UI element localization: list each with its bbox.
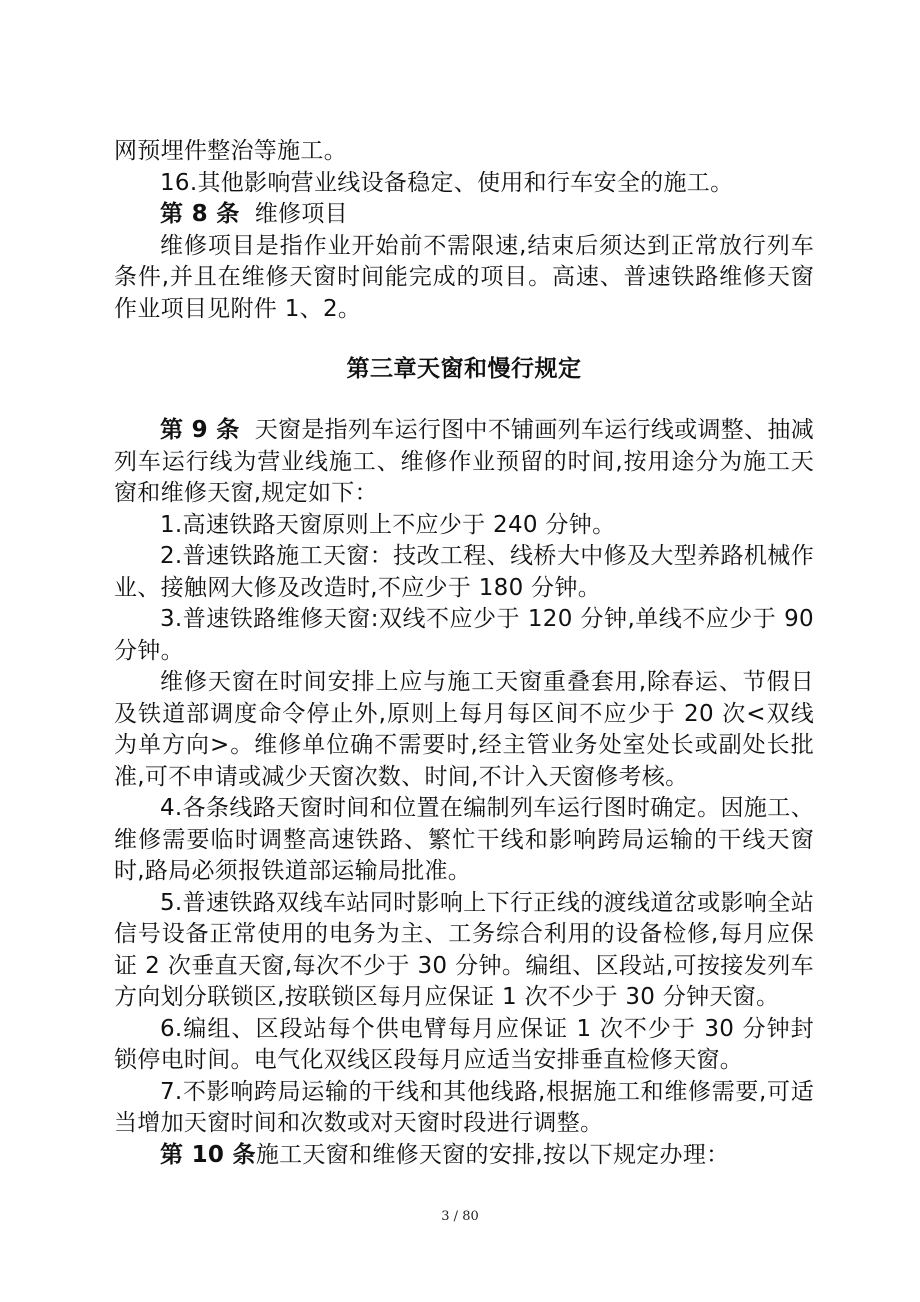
item-1: 1.高速铁路天窗原则上不应少于 240 分钟。 [160, 511, 616, 538]
chapter-title: 第三章天窗和慢行规定 [346, 356, 582, 382]
item-5: 5.普速铁路双线车站同时影响上下行正线的渡线道岔或影响全站信号设备正常使用的电务为主、工务综合利用的设备检修,每月应保证 2 次垂直天窗,每次不少于 30 分钟。编组、区段站,可按接发列车方向划分联锁区,按联锁区每月应保证 1 次不少于 30 分钟天窗。 [114, 889, 814, 1010]
page-separator: / [449, 1209, 463, 1224]
page-total: 80 [462, 1209, 479, 1224]
article-10 [114, 1140, 814, 1172]
paragraph-top-0: 网预埋件整治等施工。 [114, 138, 347, 164]
paragraph-top-1: 16.其他影响营业线设备稳定、使用和行车安全的施工。 [160, 169, 734, 196]
item-3: 3.普速铁路维修天窗:双线不应少于 120 分钟,单线不应少于 90 分钟。 [114, 606, 814, 664]
article-8-heading [114, 199, 814, 231]
document-body [114, 136, 814, 1171]
article-8-title: 维修项目 [239, 201, 348, 227]
page-current: 3 [441, 1209, 450, 1224]
article-9-text: 天窗是指列车运行图中不铺画列车运行线或调整、抽减列车运行线为营业线施工、维修作业预留的时间,按用途分为施工天窗和维修天窗,规定如下： [114, 417, 814, 506]
item-2: 2.普速铁路施工天窗：技改工程、线桥大中修及大型养路机械作业、接触网大修及改造时,不应少于 180 分钟。 [114, 543, 814, 601]
item-7: 7.不影响跨局运输的干线和其他线路,根据施工和维修需要,可适当增加天窗时间和次数或对天窗时段进行调整。 [114, 1078, 814, 1136]
article-9-label: 第 9 条 [160, 417, 240, 443]
item-6: 6.编组、区段站每个供电臂每月应保证 1 次不少于 30 分钟封锁停电时间。电气化双线区段每月应适当安排垂直检修天窗。 [114, 1015, 814, 1073]
article-8-body: 维修项目是指作业开始前不需限速,结束后须达到正常放行列车条件,并且在维修天窗时间能完成的项目。高速、普速铁路维修天窗作业项目见附件 1、2。 [114, 232, 814, 322]
page-number [0, 1209, 920, 1224]
article-10-label: 第 10 条 [160, 1141, 256, 1168]
article-9 [114, 415, 814, 510]
item-4: 4.各条线路天窗时间和位置在编制列车运行图时确定。因施工、维修需要临时调整高速铁路、繁忙干线和影响跨局运输的干线天窗时,路局必须报铁道部运输局批准。 [114, 795, 814, 884]
maintenance-window-note: 维修天窗在时间安排上应与施工天窗重叠套用,除春运、节假日及铁道部调度命令停止外,原则上每月每区间不应少于 20 次<双线为单方向>。维修单位确不需要时,经主管业务处室处长或副处长批准,可不申请或减少天窗次数、时间,不计入天窗修考核。 [114, 669, 814, 790]
article-8-label: 第 8 条 [160, 201, 240, 227]
article-10-text: 施工天窗和维修天窗的安排,按以下规定办理： [255, 1141, 730, 1168]
